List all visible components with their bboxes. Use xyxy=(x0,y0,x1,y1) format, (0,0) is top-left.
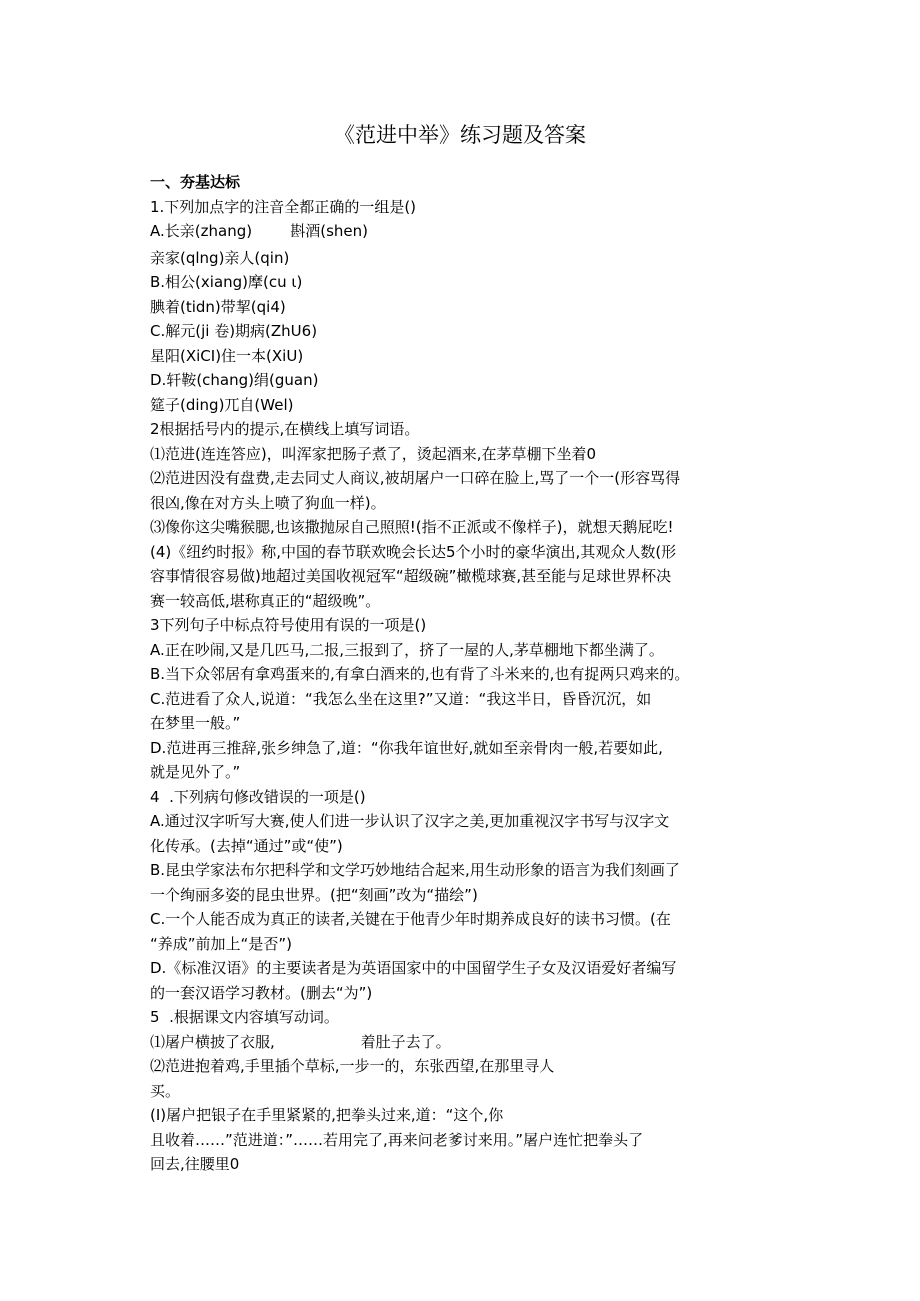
option-line: A.长亲(zhang) 斟酒(shen) xyxy=(150,222,368,240)
question-stem: 5 .根据课文内容填写动词。 xyxy=(150,1008,339,1026)
option-line: 亲家(qlng)亲人(qin) xyxy=(150,248,290,267)
text-line: 容事情很容易做)地超过美国收视冠军“超级碗”橄榄球赛,甚至能与足球世界杯决 xyxy=(150,567,672,585)
text-line: ⑵范进因没有盘费,走去同丈人商议,被胡屠户一口碎在脸上,骂了一个一(形容骂得 xyxy=(150,469,681,487)
option-line: C.范进看了众人,说道：“我怎么坐在这里?”又道：“我这半日，昏昏沉沉，如 xyxy=(150,689,652,708)
question-stem: 4 .下列病句修改错误的一项是() xyxy=(150,787,366,806)
question-stem: 3下列句子中标点符号使用有误的一项是() xyxy=(150,616,427,634)
section-heading: 一、夯基达标 xyxy=(150,173,241,191)
text-line: ⑴屠户横披了衣服, 着肚子去了。 xyxy=(150,1032,451,1051)
question-4 xyxy=(150,785,790,1006)
text-line: 且收着……”范进道：”……若用完了,再来问老爹讨来用。”屠户连忙把拳头了 xyxy=(150,1130,644,1149)
option-line: C.解元(ji 卷)期病(ZhU6) xyxy=(150,322,318,340)
option-line: D.轩鞍(chang)绢(guan) xyxy=(150,371,319,389)
option-line: B.昆虫学家法布尔把科学和文学巧妙地结合起来,用生动形象的语言为我们刻画了 xyxy=(150,861,680,879)
option-line: A.通过汉字听写大赛,使人们进一步认识了汉字之美,更加重视汉字书写与汉字文 xyxy=(150,812,670,830)
option-line: “养成”前加上“是否”) xyxy=(150,934,292,953)
option-line: D.《标准汉语》的主要读者是为英语国家中的中国留学生子女及汉语爱好者编写 xyxy=(150,959,677,977)
question-stem: 2根据括号内的提示,在横线上填写词语。 xyxy=(150,420,420,438)
question-1 xyxy=(150,195,790,418)
text-line: ⑵范进抱着鸡,手里插个草标,一步一的，东张西望,在那里寻人 xyxy=(150,1057,555,1075)
question-5 xyxy=(150,1005,790,1177)
option-line: 就是见外了。” xyxy=(150,763,241,781)
option-line: 腆着(tidn)带挈(qi4) xyxy=(150,297,286,316)
option-line: 化传承。(去掉“通过”或“使”) xyxy=(150,836,343,855)
option-line: C.一个人能否成为真正的读者,关键在于他青少年时期养成良好的读书习惯。(在 xyxy=(150,910,671,928)
question-3 xyxy=(150,613,790,785)
text-line: 回去,往腰里0 xyxy=(150,1155,240,1173)
text-line: ⑶像你这尖嘴猴腮,也该撒抛尿自己照照!(指不正派或不像样子)，就想天鹅屁吃! xyxy=(150,518,674,536)
option-line: 在梦里一般。” xyxy=(150,714,241,732)
option-line: A.正在吵闹,又是几匹马,二报,三报到了，挤了一屋的人,茅草棚地下都坐满了。 xyxy=(150,640,664,659)
document-body xyxy=(150,170,790,1177)
text-line: 赛一较高低,堪称真正的“超级晚”。 xyxy=(150,591,381,610)
option-line: B.相公(xiang)摩(cu ι) xyxy=(150,273,303,291)
text-line: 买。 xyxy=(150,1081,181,1100)
text-line: 很凶,像在对方头上喷了狗血一样)。 xyxy=(150,493,386,512)
option-line: 一个绚丽多姿的昆虫世界。(把“刻画”改为“描绘”) xyxy=(150,885,478,904)
question-stem: 1.下列加点字的注音全都正确的一组是() xyxy=(150,197,417,216)
document-title: 《范进中举》练习题及答案 xyxy=(334,123,586,147)
option-line: D.范进再三推辞,张乡绅急了,道：“你我年谊世好,就如至亲骨肉一般,若要如此, xyxy=(150,738,663,757)
option-line: 筵子(ding)兀自(Wel) xyxy=(150,395,294,414)
option-line: 星阳(XiCI)住一本(XiU) xyxy=(150,346,304,365)
option-line: 的一套汉语学习教材。(删去“为”) xyxy=(150,983,373,1002)
text-line: ⑴范进(连连答应)，叫浑家把肠子煮了，烫起酒来,在茅草棚下坐着0 xyxy=(150,444,597,463)
option-line: B.当下众邻居有拿鸡蛋来的,有拿白酒来的,也有背了斗米来的,也有捉两只鸡来的。 xyxy=(150,665,690,683)
question-2 xyxy=(150,417,790,613)
text-line: (I)屠户把银子在手里紧紧的,把拳头过来,道：“这个,你 xyxy=(150,1106,504,1124)
text-line: (4)《纽约时报》称,中国的春节联欢晚会长达5个小时的豪华演出,其观众人数(形 xyxy=(150,542,677,561)
